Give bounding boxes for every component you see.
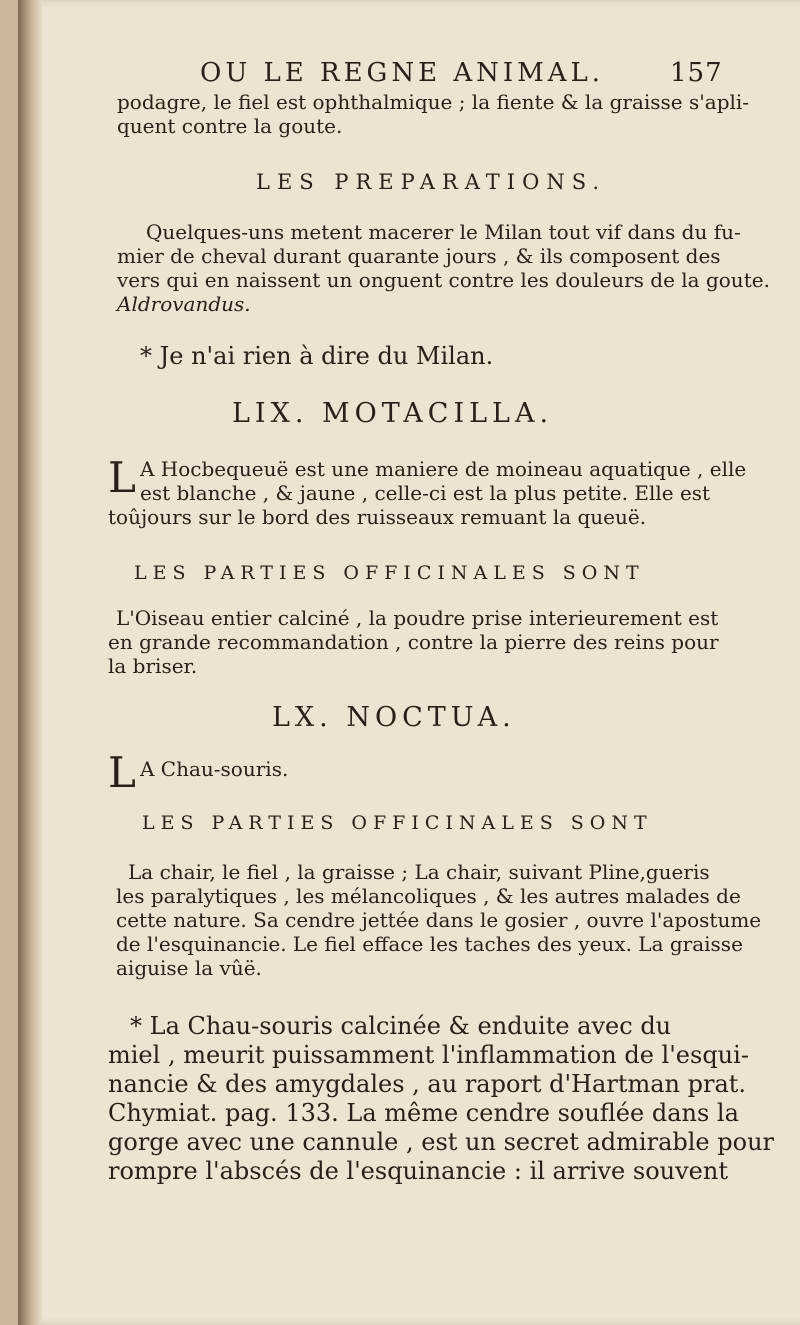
page-number: 157 [670, 58, 723, 88]
running-title: OU LE REGNE ANIMAL. [200, 58, 605, 88]
noctua-first-line: A Chau-souris. [140, 757, 289, 781]
motacilla-parts-line: en grande recommandation , contre la pierre des reins pour [108, 630, 719, 654]
motacilla-parts-paragraph [108, 606, 738, 678]
page-gutter-shadow [18, 0, 42, 1325]
noctua-parts-line: La chair, le fiel , la graisse ; La chair, suivant Pline,gueris [128, 860, 710, 884]
noctua-note-line: miel , meurit puissamment l'inflammation de l'esqui- [108, 1041, 749, 1069]
noctua-note-line: gorge avec une cannule , est un secret admirable pour [108, 1128, 774, 1156]
dropcap-motacilla: L [108, 453, 136, 502]
motacilla-parts-line: la briser. [108, 654, 198, 678]
preparations-line: vers qui en naissent un onguent contre les douleurs de la goute. [117, 268, 770, 292]
intro-line: podagre, le fiel est ophthalmique ; la fiente & la graisse s'apli- [117, 90, 750, 114]
chapter-title-noctua: LX. NOCTUA. [272, 702, 516, 733]
motacilla-line: est blanche , & jaune , celle-ci est la plus petite. Elle est [140, 481, 711, 505]
noctua-parts-line: de l'esquinancie. Le fiel efface les taches des yeux. La graisse [116, 932, 743, 956]
noctua-note-line: nancie & des amygdales , au raport d'Hartman prat. [108, 1070, 747, 1098]
noctua-parts-heading: LES PARTIES OFFICINALES SONT [142, 812, 653, 834]
intro-line: quent contre la goute. [117, 114, 343, 138]
intro-paragraph [117, 90, 750, 138]
noctua-parts-line: les paralytiques , les mélancoliques , & les autres malades de [116, 884, 741, 908]
preparations-line: mier de cheval durant quarante jours , & ils composent des [117, 244, 721, 268]
motacilla-line: toûjours sur le bord des ruisseaux remuant la queuë. [108, 505, 647, 529]
preparations-heading: LES PREPARATIONS. [256, 170, 607, 194]
preparations-line: Quelques-uns metent macerer le Milan tout vif dans du fu- [146, 220, 741, 244]
dropcap-noctua: L [108, 748, 136, 797]
chapter-title-motacilla: LIX. MOTACILLA. [232, 398, 554, 429]
preparations-citation: Aldrovandus. [117, 292, 251, 316]
noctua-parts-line: cette nature. Sa cendre jettée dans le gosier , ouvre l'apostume [116, 908, 762, 932]
running-header [200, 58, 723, 88]
motacilla-line: A Hocbequeuë est une maniere de moineau aquatique , elle [140, 457, 747, 481]
noctua-note [108, 1012, 774, 1186]
motacilla-paragraph [140, 457, 747, 505]
noctua-note-line: Chymiat. pag. 133. La même cendre souflée dans la [108, 1099, 739, 1127]
noctua-parts-paragraph [116, 860, 762, 980]
noctua-note-line: * La Chau-souris calcinée & enduite avec du [130, 1012, 672, 1040]
noctua-parts-line: aiguise la vûë. [116, 956, 262, 980]
preparations-paragraph [117, 220, 770, 316]
motacilla-parts-heading: LES PARTIES OFFICINALES SONT [134, 562, 645, 584]
preparations-note: * Je n'ai rien à dire du Milan. [140, 342, 494, 370]
motacilla-paragraph-cont [108, 505, 738, 529]
motacilla-parts-line: L'Oiseau entier calciné , la poudre prise interieurement est [116, 606, 719, 630]
noctua-note-line: rompre l'abscés de l'esquinancie : il arrive souvent [108, 1157, 728, 1185]
